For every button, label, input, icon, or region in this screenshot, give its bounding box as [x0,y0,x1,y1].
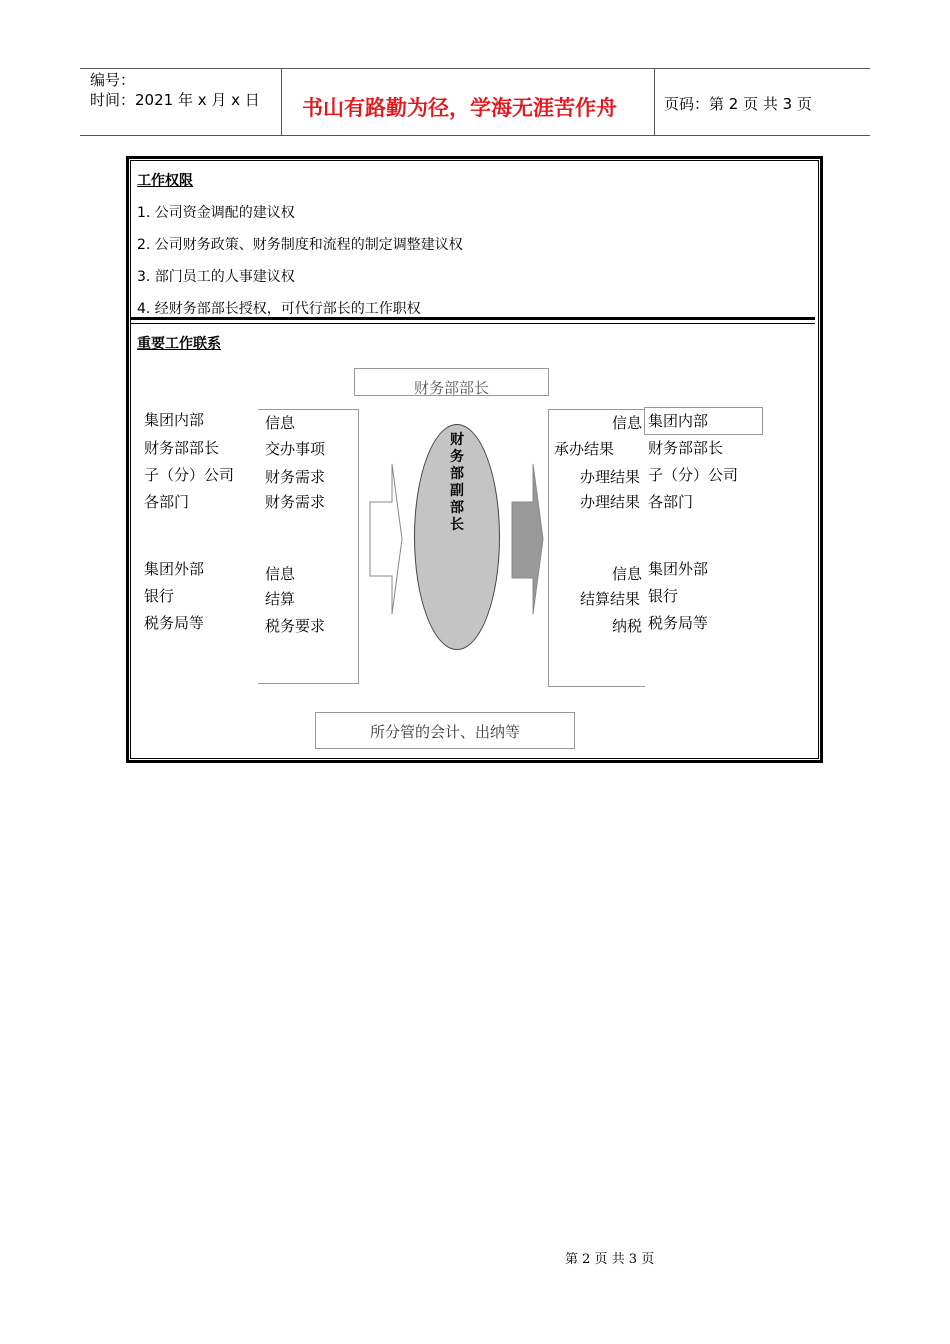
left-party: 各部门 [144,493,190,511]
right-party: 财务部部长 [648,439,724,457]
left-input: 信息 [265,414,296,432]
right-output: 纳税 [612,617,643,635]
outflow-arrow-icon [511,462,545,616]
left-party: 子（分）公司 [144,466,235,484]
right-output: 信息 [612,414,643,432]
right-output: 办理结果 [580,493,641,511]
relations-title: 重要工作联系 [137,336,221,352]
left-party: 集团内部 [144,411,205,429]
left-input: 结算 [265,590,296,608]
authority-title: 工作权限 [137,173,193,189]
left-input: 财务需求 [265,468,326,486]
page-info: 页码：第 2 页 共 3 页 [664,95,812,113]
header-motto: 书山有路勤为径，学海无涯苦作舟 [302,96,617,120]
authority-item: 3. 部门员工的人事建议权 [137,269,295,285]
authority-item: 2. 公司财务政策、财务制度和流程的制定调整建议权 [137,237,463,253]
left-party: 税务局等 [144,614,205,632]
right-output: 结算结果 [580,590,641,608]
left-input: 财务需求 [265,493,326,511]
header-divider [281,68,282,136]
time-label: 时间：2021 年 x 月 x 日 [90,91,260,109]
subordinates-label: 所分管的会计、出纳等 [369,723,520,741]
right-party: 税务局等 [648,614,709,632]
supervisor-box [354,368,549,396]
left-input: 信息 [265,565,296,583]
right-party: 子（分）公司 [648,466,739,484]
authority-item: 4. 经财务部部长授权，可代行部长的工作职权 [137,301,421,317]
left-input: 交办事项 [265,440,326,458]
inflow-arrow-icon [368,462,404,616]
supervisor-label: 财务部部长 [413,379,489,396]
right-output: 办理结果 [580,468,641,486]
left-party: 财务部部长 [144,439,220,457]
subordinates-box [315,712,575,749]
header-bottom-rule [80,135,870,136]
left-input: 税务要求 [265,617,326,635]
authority-item: 1. 公司资金调配的建议权 [137,205,295,221]
right-party: 银行 [648,587,679,605]
serial-label: 编号： [90,71,136,89]
right-party: 各部门 [648,493,694,511]
right-output: 承办结果 [554,440,615,458]
header-divider [654,68,655,136]
section-separator [130,323,815,324]
center-role-label: 财务部副部长 [450,432,464,533]
section-separator [130,317,815,320]
left-party: 银行 [144,587,175,605]
right-party: 集团内部 [648,412,709,430]
page-footer: 第 2 页 共 3 页 [565,1252,655,1267]
header-top-rule [80,68,870,69]
right-party: 集团外部 [648,560,709,578]
left-party: 集团外部 [144,560,205,578]
right-output: 信息 [612,565,643,583]
